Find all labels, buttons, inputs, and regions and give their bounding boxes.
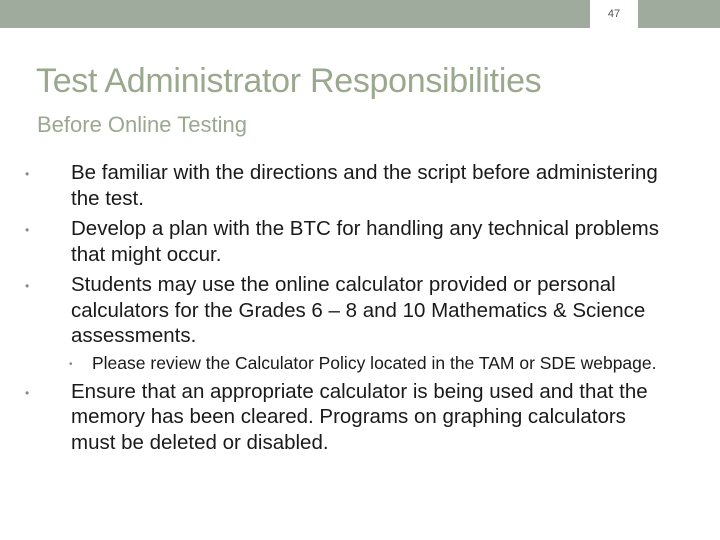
bullet-item bbox=[20, 160, 670, 211]
sub-bullet-item bbox=[71, 353, 670, 374]
bullet-item bbox=[20, 216, 670, 267]
slide-subtitle: Before Online Testing bbox=[37, 112, 247, 137]
header-bar bbox=[0, 0, 720, 28]
bullet-text: Students may use the online calculator provided or personal calculators for the Grades 6 – 8 and 10 Mathematics & Science assessments. bbox=[71, 273, 646, 347]
bullet-list bbox=[20, 160, 670, 460]
bullet-text: Develop a plan with the BTC for handling any technical problems that might occur. bbox=[71, 217, 659, 266]
bullet-item bbox=[20, 379, 670, 456]
bullet-text: Be familiar with the directions and the script before administering the test. bbox=[71, 161, 658, 210]
slide-number: 47 bbox=[590, 0, 638, 28]
slide-title: Test Administrator Responsibilities bbox=[36, 62, 542, 100]
sub-bullet-text: Please review the Calculator Policy located in the TAM or SDE webpage. bbox=[92, 352, 657, 373]
sub-bullet-list bbox=[71, 353, 670, 374]
bullet-text: Ensure that an appropriate calculator is being used and that the memory has been cleared. Programs on graphing calculators must be deleted or disabled. bbox=[71, 379, 648, 454]
bullet-item bbox=[20, 272, 670, 374]
